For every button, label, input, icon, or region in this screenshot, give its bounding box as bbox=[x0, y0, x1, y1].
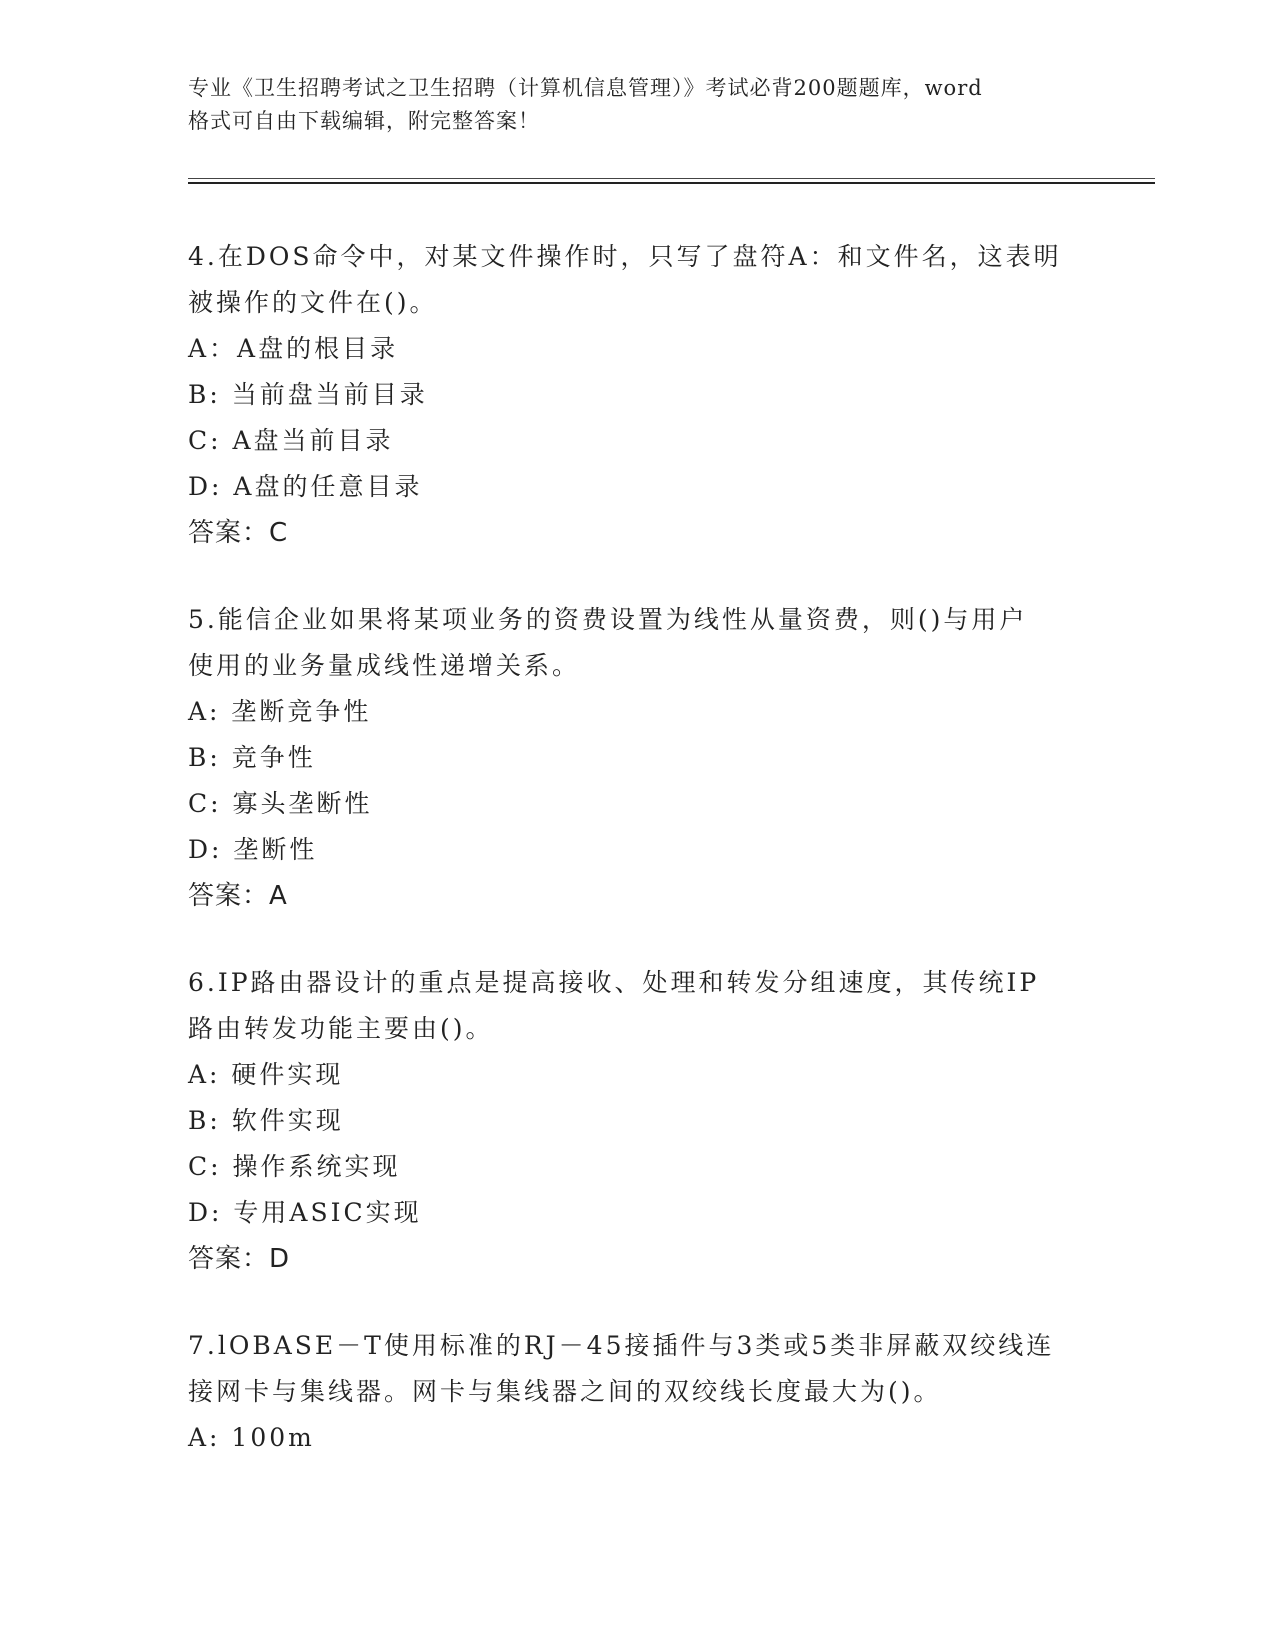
question-5 bbox=[188, 597, 1088, 919]
option-b: B: 软件实现 bbox=[188, 1106, 344, 1135]
option-c: C: 寡头垄断性 bbox=[188, 789, 373, 818]
answer: 答案：D bbox=[188, 1244, 291, 1274]
option-d: D: 垄断性 bbox=[188, 835, 318, 864]
question-stem bbox=[188, 1323, 1088, 1415]
answer: 答案：A bbox=[188, 881, 288, 911]
question-4 bbox=[188, 234, 1088, 556]
question-stem bbox=[188, 960, 1088, 1052]
question-stem-line: 5.能信企业如果将某项业务的资费设置为线性从量资费，则()与用户 bbox=[188, 605, 1028, 634]
question-stem-line: 使用的业务量成线性递增关系。 bbox=[188, 651, 581, 680]
header-title-line-2: 格式可自由下载编辑，附完整答案！ bbox=[188, 109, 540, 133]
question-stem-line: 4.在DOS命令中，对某文件操作时，只写了盘符A：和文件名，这表明 bbox=[188, 242, 1062, 271]
answer: 答案：C bbox=[188, 518, 289, 548]
option-b: B: 竞争性 bbox=[188, 743, 316, 772]
document-header bbox=[188, 72, 1088, 138]
question-7 bbox=[188, 1323, 1088, 1461]
question-stem-line: 路由转发功能主要由()。 bbox=[188, 1014, 494, 1043]
header-title-line-1: 专业《卫生招聘考试之卫生招聘（计算机信息管理）》考试必背200题题库，word bbox=[188, 76, 983, 100]
question-stem-line: 被操作的文件在()。 bbox=[188, 288, 438, 317]
option-d: D: 专用ASIC实现 bbox=[188, 1198, 422, 1227]
question-6 bbox=[188, 960, 1088, 1282]
option-a: A: 硬件实现 bbox=[188, 1060, 344, 1089]
option-d: D: A盘的任意目录 bbox=[188, 472, 423, 501]
option-a: A: 垄断竞争性 bbox=[188, 697, 372, 726]
question-stem-line: 7.lOBASE－T使用标准的RJ－45接插件与3类或5类非屏蔽双绞线连 bbox=[188, 1331, 1055, 1360]
header-divider-thin bbox=[188, 178, 1155, 179]
option-c: C: A盘当前目录 bbox=[188, 426, 394, 455]
option-c: C: 操作系统实现 bbox=[188, 1152, 401, 1181]
question-stem bbox=[188, 597, 1088, 689]
question-stem-line: 6.IP路由器设计的重点是提高接收、处理和转发分组速度，其传统IP bbox=[188, 968, 1040, 997]
option-a: A: 100m bbox=[188, 1423, 315, 1452]
option-b: B: 当前盘当前目录 bbox=[188, 380, 428, 409]
header-divider-thick bbox=[188, 182, 1155, 184]
question-stem-line: 接网卡与集线器。网卡与集线器之间的双绞线长度最大为()。 bbox=[188, 1377, 942, 1406]
question-stem bbox=[188, 234, 1088, 326]
option-a: A：A盘的根目录 bbox=[188, 334, 399, 363]
